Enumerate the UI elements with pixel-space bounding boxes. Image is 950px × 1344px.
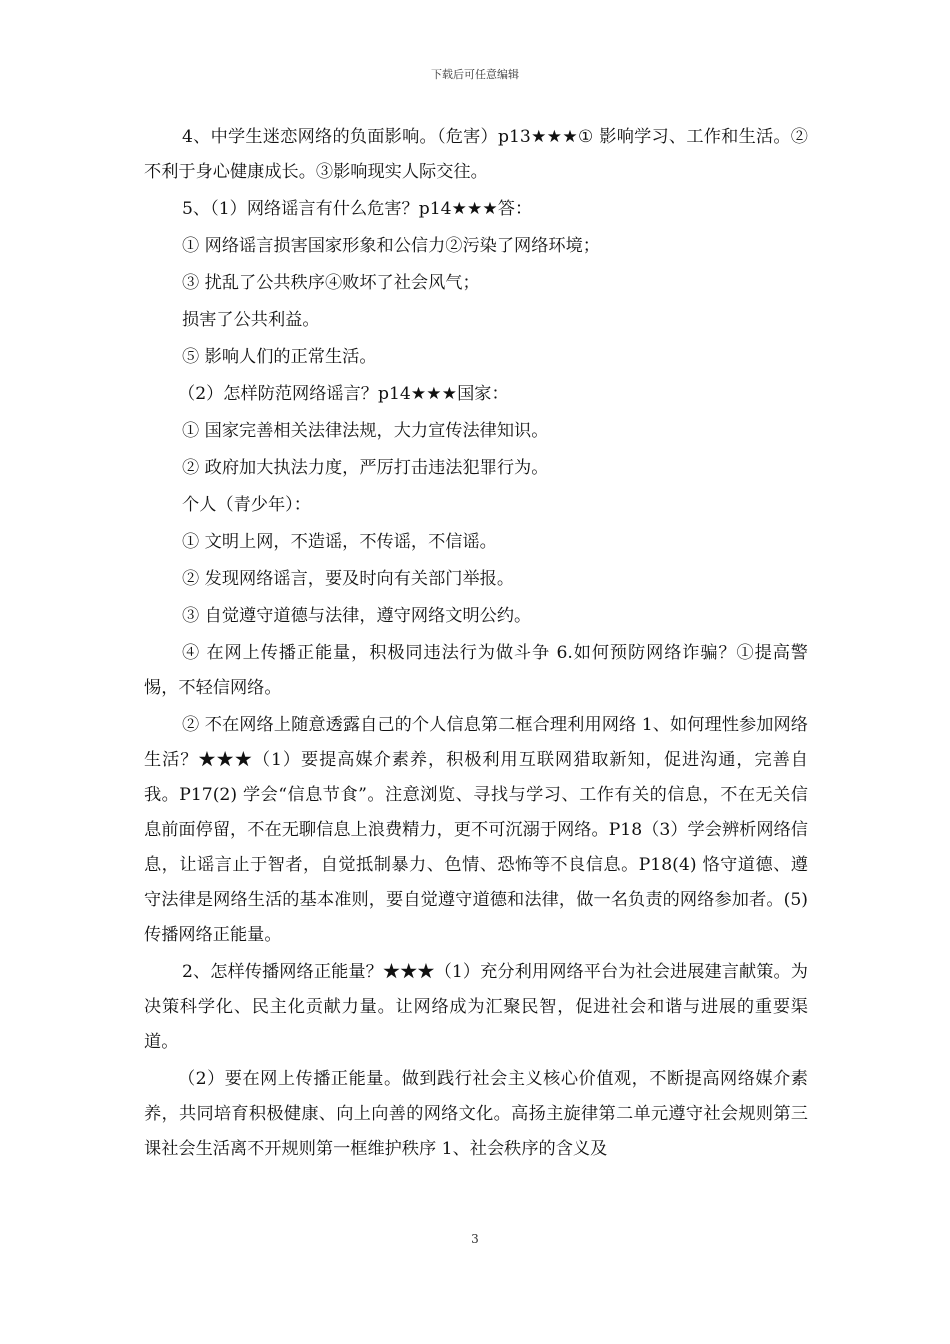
- page-number: 3: [471, 1232, 479, 1246]
- paragraph-5-2-prevent-rumor: （2）怎样防范网络谣言？p14★★★国家：: [178, 384, 509, 404]
- paragraph-5-1-rumor-harm: 5、（1）网络谣言有什么危害？p14★★★答：: [182, 199, 533, 219]
- paragraph-positive-energy: 2、怎样传播网络正能量？★★★（1）充分利用网络平台为社会进展建言献策。为决策科学化、民主化贡献力量。让网络成为汇聚民智，促进社会和谐与进展的重要渠道。: [144, 962, 808, 1052]
- list-item-individual-3: ③ 自觉遵守道德与法律，遵守网络文明公约。: [182, 606, 532, 626]
- list-item-individual-1: ① 文明上网，不造谣，不传谣，不信谣。: [182, 532, 497, 552]
- list-item-rumor-harm-1: ① 网络谣言损害国家形象和公信力②污染了网络环境；: [182, 236, 600, 256]
- document-body: [144, 120, 808, 1169]
- list-item-public-interest: 损害了公共利益。: [182, 310, 320, 330]
- list-item-state-1: ① 国家完善相关法律法规，大力宣传法律知识。: [182, 421, 549, 441]
- paragraph-positive-energy-2: （2）要在网上传播正能量。做到践行社会主义核心价值观，不断提高网络媒介素养，共同培育积极健康、向上向善的网络文化。高扬主旋律第二单元遵守社会规则第三课社会生活离不开规则第一框维护秩序 1、社会秩序的含义及: [144, 1069, 808, 1159]
- paragraph-4-internet-addiction: 4、中学生迷恋网络的负面影响。（危害）p13★★★① 影响学习、工作和生活。②不利于身心健康成长。③影响现实人际交往。: [144, 127, 808, 182]
- subheading-individual: 个人（青少年）：: [182, 495, 311, 515]
- list-item-rumor-harm-5: ⑤ 影响人们的正常生活。: [182, 347, 377, 367]
- page-header: 下载后可任意编辑: [431, 68, 519, 81]
- list-item-state-2: ② 政府加大执法力度，严厉打击违法犯罪行为。: [182, 458, 549, 478]
- paragraph-rational-participation: ② 不在网络上随意透露自己的个人信息第二框合理利用网络 1、如何理性参加网络生活？★★★（1）要提高媒介素养，积极利用互联网猎取新知，促进沟通，完善自我。P17(2) 学会“信息节食”。注意浏览、寻找与学习、工作有关的信息，不在无关信息前面停留，不在无聊信息上浪费精力，更不可沉溺于网络。P18（3）学会辨析网络信息，让谣言止于智者，自觉抵制暴力、色情、恐怖等不良信息。P18(4) 恪守道德、遵守法律是网络生活的基本准则，要自觉遵守道德和法律，做一名负责的网络参加者。(5)传播网络正能量。: [144, 715, 808, 945]
- list-item-rumor-harm-3: ③ 扰乱了公共秩序④败坏了社会风气；: [182, 273, 480, 293]
- list-item-individual-2: ② 发现网络谣言，要及时向有关部门举报。: [182, 569, 515, 589]
- list-item-individual-4: ④ 在网上传播正能量，积极同违法行为做斗争 6.如何预防网络诈骗？①提高警惕，不轻信网络。: [144, 643, 808, 698]
